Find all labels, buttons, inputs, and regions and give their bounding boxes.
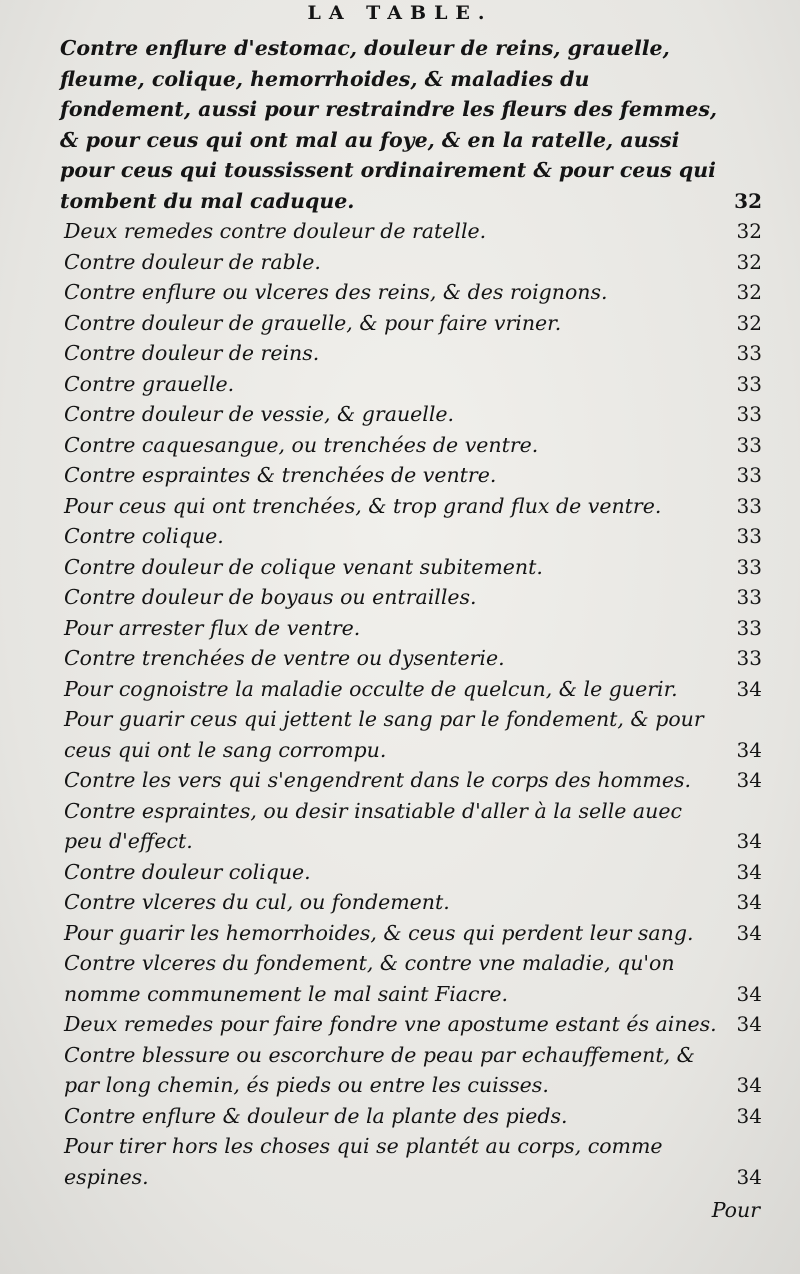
page-number: 34 <box>736 737 762 762</box>
entry-text: Pour guarir les hemorrhoides, & ceus qui perdent leur sang. <box>64 920 694 945</box>
page-number: 33 <box>736 615 762 640</box>
entry-text: Contre colique. <box>64 524 224 548</box>
toc-entry <box>60 887 762 918</box>
entry-text: Contre espraintes & trenchées de ventre. <box>64 463 497 487</box>
toc-entry <box>60 247 762 278</box>
running-head: LA TABLE. <box>307 2 493 24</box>
page-number: 33 <box>736 402 762 426</box>
toc-entry <box>60 918 762 949</box>
toc-entry <box>60 369 762 400</box>
page-number: 32 <box>736 310 762 335</box>
page-number: 33 <box>736 646 762 670</box>
toc-entry <box>60 338 762 369</box>
entry-text: Pour tirer hors les choses qui se plantét au corps, comme espines. <box>64 1134 663 1189</box>
entry-text: Contre trenchées de ventre ou dysenterie. <box>64 646 505 670</box>
toc-entry <box>60 704 762 765</box>
entry-text: Contre espraintes, ou desir insatiable d'aller à la selle auec peu d'effect. <box>64 798 682 853</box>
page-number: 34 <box>736 1012 762 1036</box>
entry-text: Contre blessure ou escorchure de peau par echauffement, & par long chemin, és pieds ou entre les cuisses. <box>64 1042 695 1097</box>
page-number: 34 <box>736 859 762 884</box>
page-number: 33 <box>736 341 762 365</box>
entry-text: Deux remedes pour faire fondre vne apostume estant és aines. <box>64 1012 717 1036</box>
toc-entry <box>60 491 762 522</box>
toc-entry <box>60 582 762 613</box>
page-number: 32 <box>736 249 762 274</box>
toc-entry <box>60 552 762 583</box>
toc-entry <box>60 33 762 216</box>
entry-text: Contre les vers qui s'engendrent dans le corps des hommes. <box>64 768 692 792</box>
toc-entry <box>60 765 762 796</box>
entry-text: Contre douleur de reins. <box>64 341 320 365</box>
toc-entry <box>60 948 762 1009</box>
page-number: 33 <box>736 432 762 457</box>
entry-text: Contre enflure & douleur de la plante des pieds. <box>64 1103 568 1128</box>
toc-entry <box>60 643 762 674</box>
toc-entry <box>60 521 762 552</box>
page-number: 33 <box>736 524 762 548</box>
entry-text: Contre caquesangue, ou trenchées de ventre. <box>64 432 539 457</box>
table-of-contents <box>60 33 762 1192</box>
entry-text: Contre douleur de boyaus ou entrailles. <box>64 585 477 609</box>
toc-entry <box>60 460 762 491</box>
entry-text: Contre vlceres du fondement, & contre vne maladie, qu'on nomme communement le mal saint Fiacre. <box>64 951 675 1006</box>
entry-text: Contre douleur de grauelle, & pour faire vriner. <box>64 310 562 335</box>
catchword: Pour <box>711 1198 760 1222</box>
entry-text: Contre grauelle. <box>64 371 235 396</box>
page-number: 34 <box>736 829 762 853</box>
toc-entry <box>60 430 762 461</box>
page-number: 32 <box>734 188 762 213</box>
page-number: 32 <box>736 280 762 304</box>
toc-entry <box>60 674 762 705</box>
page-number: 34 <box>736 981 762 1006</box>
toc-entry <box>60 613 762 644</box>
toc-entry <box>60 1009 762 1040</box>
page-number: 33 <box>736 585 762 609</box>
toc-entry <box>60 308 762 339</box>
toc-entry <box>60 796 762 857</box>
toc-entry <box>60 216 762 247</box>
entry-text: Contre enflure ou vlceres des reins, & des roignons. <box>64 280 608 304</box>
page-number: 34 <box>736 1073 762 1097</box>
page-number: 34 <box>736 768 762 792</box>
page-number: 32 <box>736 219 762 243</box>
page-number: 34 <box>736 920 762 945</box>
toc-entry <box>60 1040 762 1101</box>
entry-text: Pour arrester flux de ventre. <box>64 615 361 640</box>
toc-entry <box>60 857 762 888</box>
page-number: 34 <box>736 890 762 914</box>
entry-text: Contre douleur de rable. <box>64 249 321 274</box>
entry-text: Contre enflure d'estomac, douleur de reins, grauelle, fleume, colique, hemorrhoides, & maladies du fondement, aussi pour restraindre les fleurs des femmes, & pour ceus qui ont mal au foye, & en la ratelle, aussi pour ceus qui toussissent ordinairement & pour ceus qui tombent du mal caduque. <box>60 36 718 213</box>
page-number: 33 <box>736 554 762 579</box>
page-number: 33 <box>736 493 762 518</box>
page-number: 34 <box>736 676 762 701</box>
entry-text: Contre vlceres du cul, ou fondement. <box>64 890 450 914</box>
entry-text: Pour guarir ceus qui jettent le sang par le fondement, & pour ceus qui ont le sang corrompu. <box>64 707 704 762</box>
page-number: 33 <box>736 371 762 396</box>
entry-text: Pour ceus qui ont trenchées, & trop grand flux de ventre. <box>64 493 662 518</box>
page-number: 34 <box>736 1164 762 1189</box>
entry-text: Pour cognoistre la maladie occulte de quelcun, & le guerir. <box>64 676 678 701</box>
page-number: 33 <box>736 463 762 487</box>
entry-text: Deux remedes contre douleur de ratelle. <box>64 219 487 243</box>
entry-text: Contre douleur de colique venant subitement. <box>64 554 543 579</box>
page-number: 34 <box>736 1103 762 1128</box>
toc-entry <box>60 1131 762 1192</box>
toc-entry <box>60 1101 762 1132</box>
entry-text: Contre douleur de vessie, & grauelle. <box>64 402 455 426</box>
entry-text: Contre douleur colique. <box>64 859 311 884</box>
toc-entry <box>60 277 762 308</box>
toc-entry <box>60 399 762 430</box>
